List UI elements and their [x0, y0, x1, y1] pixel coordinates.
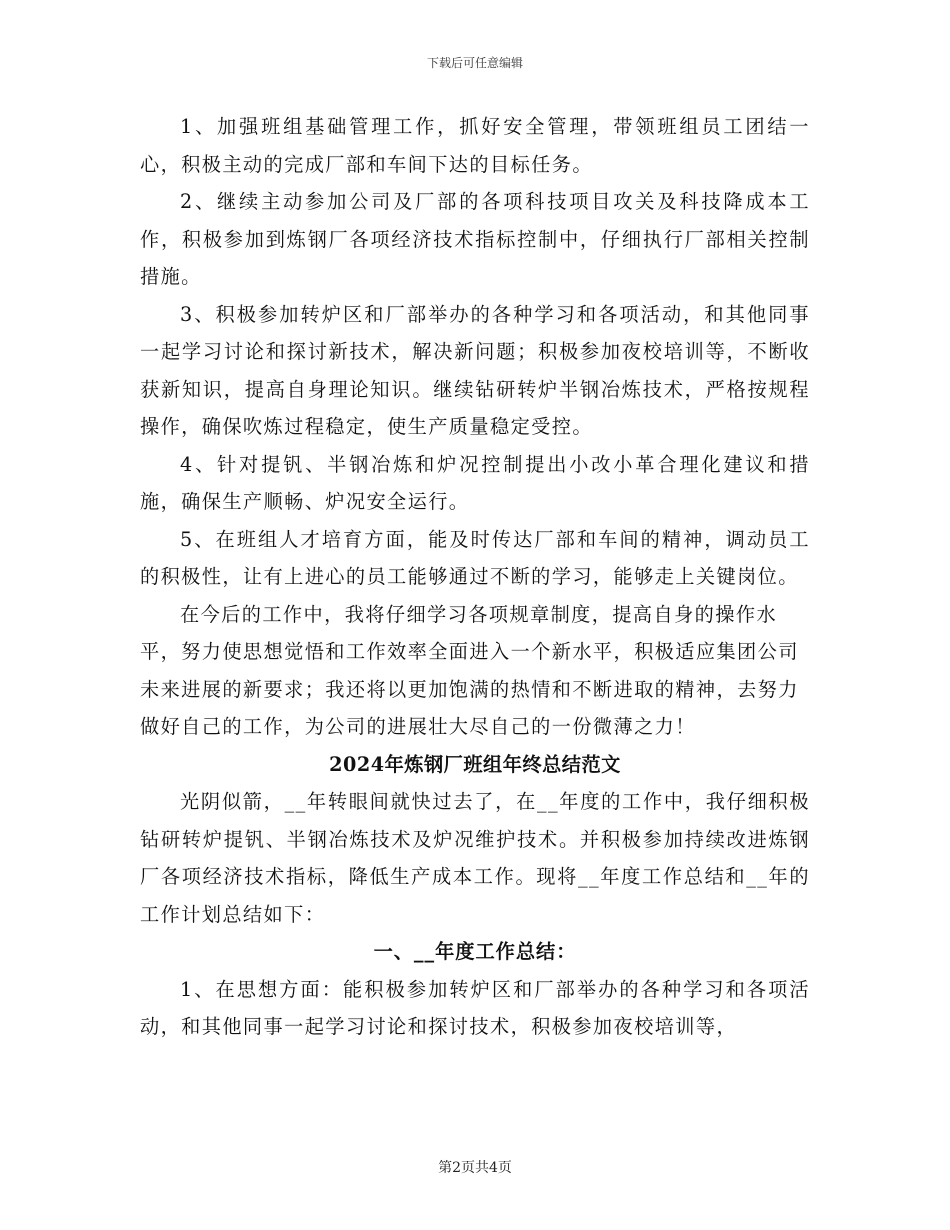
paragraph-closing: 在今后的工作中，我将仔细学习各项规章制度，提高自身的操作水平，努力使思想觉悟和工作效率全面进入一个新水平，积极适应集团公司未来进展的新要求；我还将以更加饱满的热情和不断进取的精神，去努力做好自己的工作，为公司的进展壮大尽自己的一份微薄之力！ — [140, 602, 799, 738]
paragraph-intro: 光阴似箭，__年转眼间就快过去了，在__年度的工作中，我仔细积极钻研转炉提钒、半钢冶炼技术及炉况维护技术。并积极参加持续改进炼钢厂各项经济技术指标，降低生产成本工作。现将__年度工作总结和__年的工作计划总结如下： — [140, 790, 810, 926]
section-title: 2024年炼钢厂班组年终总结范文 — [329, 752, 621, 776]
paragraph-thought: 1、在思想方面：能积极参加转炉区和厂部举办的各种学习和各项活动，和其他同事一起学习讨论和探讨技术，积极参加夜校培训等， — [140, 977, 810, 1038]
page-footer: 第2页共4页 — [438, 1160, 512, 1176]
subsection-title: 一、__年度工作总结： — [373, 940, 577, 963]
paragraph-item-2: 2、继续主动参加公司及厂部的各项科技项目攻关及科技降成本工作，积极参加到炼钢厂各项经济技术指标控制中，仔细执行厂部相关控制措施。 — [140, 190, 810, 288]
paragraph-item-3: 3、积极参加转炉区和厂部举办的各种学习和各项活动，和其他同事一起学习讨论和探讨新技术，解决新问题；积极参加夜校培训等，不断收获新知识，提高自身理论知识。继续钻研转炉半钢冶炼技术，严格按规程操作，确保吹炼过程稳定，使生产质量稳定受控。 — [140, 302, 810, 438]
page-header: 下载后可任意编辑 — [426, 56, 523, 70]
document-body — [140, 108, 810, 1046]
paragraph-item-4: 4、针对提钒、半钢冶炼和炉况控制提出小改小革合理化建议和措施，确保生产顺畅、炉况安全运行。 — [140, 452, 810, 513]
paragraph-item-5: 5、在班组人才培育方面，能及时传达厂部和车间的精神，调动员工的积极性，让有上进心的员工能够通过不断的学习，能够走上关键岗位。 — [140, 527, 810, 588]
paragraph-item-1: 1、加强班组基础管理工作，抓好安全管理，带领班组员工团结一心，积极主动的完成厂部和车间下达的目标任务。 — [140, 115, 810, 176]
